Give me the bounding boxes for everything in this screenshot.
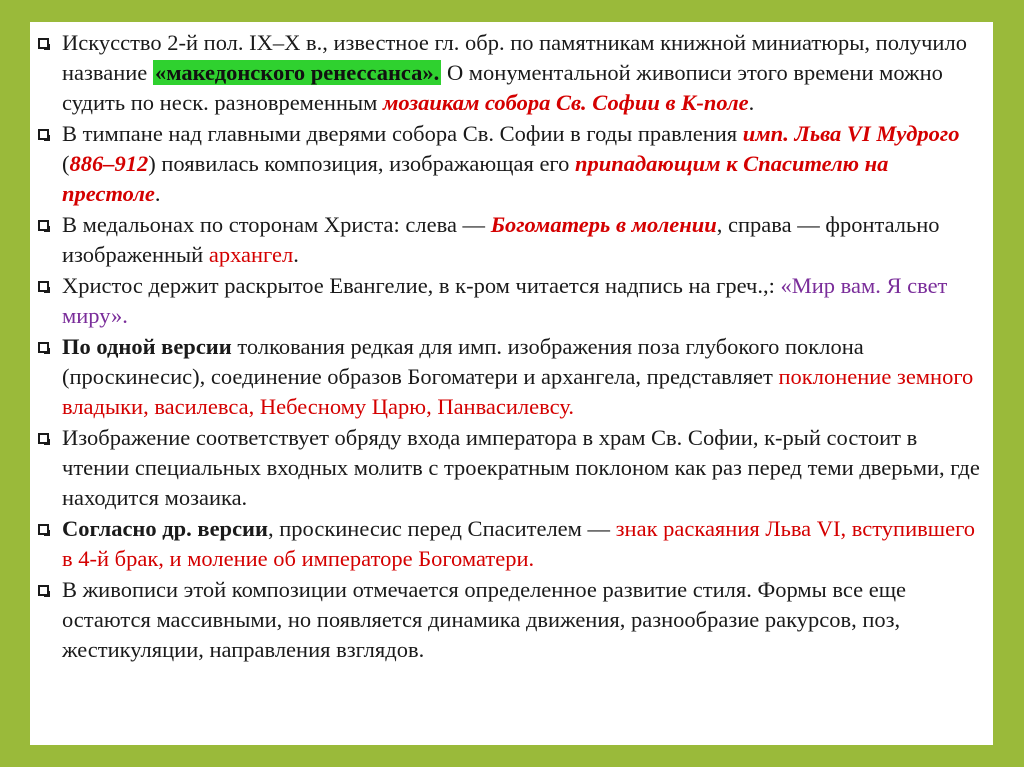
slide <box>30 22 993 745</box>
text-run: ) появилась композиция, изображающая его <box>148 151 575 176</box>
checkbox-bullet-icon <box>38 271 62 301</box>
text-run: В медальонах по сторонам Христа: слева — <box>62 212 491 237</box>
text-run: О монументальной живописи этого времени можно судить по неск. разновременным <box>62 60 943 115</box>
emphasis-red: поклонение земного владыки, василевса, Небесному Царю, Панвасилевсу. <box>62 364 974 419</box>
checkbox-bullet-icon <box>38 332 62 362</box>
bullet-text <box>62 423 985 513</box>
bullet-gospel <box>38 271 985 331</box>
bold-lead: Согласно др. версии <box>62 516 268 541</box>
bullet-text <box>62 514 985 574</box>
text-run: . <box>293 242 299 267</box>
text-run: В живописи этой композиции отмечается определенное развитие стиля. Формы все еще остаются массивными, но появляется динамика движения, разнообразие ракурсов, поз, жестикуляции, направления взглядов. <box>62 577 907 662</box>
bullet-version-one <box>38 332 985 422</box>
bold-lead: По одной версии <box>62 334 232 359</box>
text-run: , проскинесис перед Спасителем — <box>267 516 616 541</box>
emphasis-red: знак раскаяния Льва VI, вступившего в 4-й брак, и моление об императоре Богоматери. <box>62 516 975 571</box>
emphasis-red: мозаикам собора Св. Софии в К-поле <box>382 90 749 115</box>
text-run: ( <box>62 151 70 176</box>
text-run: . <box>154 181 161 206</box>
checkbox-bullet-icon <box>38 514 62 544</box>
text-run: Изображение соответствует обряду входа императора в храм Св. Софии, к-рый состоит в чтении специальных входных молитв с троекратным поклоном как раз перед теми дверьми, где находится мозаика. <box>62 425 980 510</box>
checkbox-bullet-icon <box>38 423 62 453</box>
bullet-text <box>62 28 985 118</box>
text-run: толкования редкая для имп. изображения поза глубокого поклона (проскинесис), соединение образов Богоматери и архангела, представляет <box>62 334 864 389</box>
text-run: Христос держит раскрытое Евангелие, в к-ром читается надпись на греч.,: <box>62 273 781 298</box>
emphasis-red: 886–912 <box>69 151 149 176</box>
bullet-tympanum <box>38 119 985 209</box>
emphasis-red: архангел <box>208 242 294 267</box>
text-run: В тимпане над главными дверями собора Св. Софии в годы правления <box>62 121 743 146</box>
bullet-text <box>62 575 985 665</box>
bullet-text <box>62 119 985 209</box>
bullet-version-two <box>38 514 985 574</box>
bullet-text <box>62 210 985 270</box>
checkbox-bullet-icon <box>38 119 62 149</box>
checkbox-bullet-icon <box>38 575 62 605</box>
bullet-text <box>62 271 985 331</box>
checkbox-bullet-icon <box>38 210 62 240</box>
bullet-medallions <box>38 210 985 270</box>
quote-purple: «Мир вам. Я свет миру». <box>62 273 948 328</box>
text-run: Искусство 2-й пол. IX–X в., известное гл. обр. по памятникам книжной миниатюры, получило название <box>62 30 967 85</box>
checkbox-bullet-icon <box>38 28 62 58</box>
emphasis-red: припадающим к Спасителю на престоле <box>62 151 889 206</box>
bullet-entrance-rite <box>38 423 985 513</box>
bullet-style <box>38 575 985 665</box>
bullet-macedonian-renaissance <box>38 28 985 118</box>
emphasis-red: Богоматерь в молении <box>490 212 717 237</box>
text-run: , справа — фронтально изображенный <box>62 212 940 267</box>
bullet-text <box>62 332 985 422</box>
text-run: . <box>748 90 755 115</box>
highlighted-term: «македонского ренессанса». <box>154 60 440 85</box>
emphasis-red: имп. Льва VI Мудрого <box>742 121 960 146</box>
